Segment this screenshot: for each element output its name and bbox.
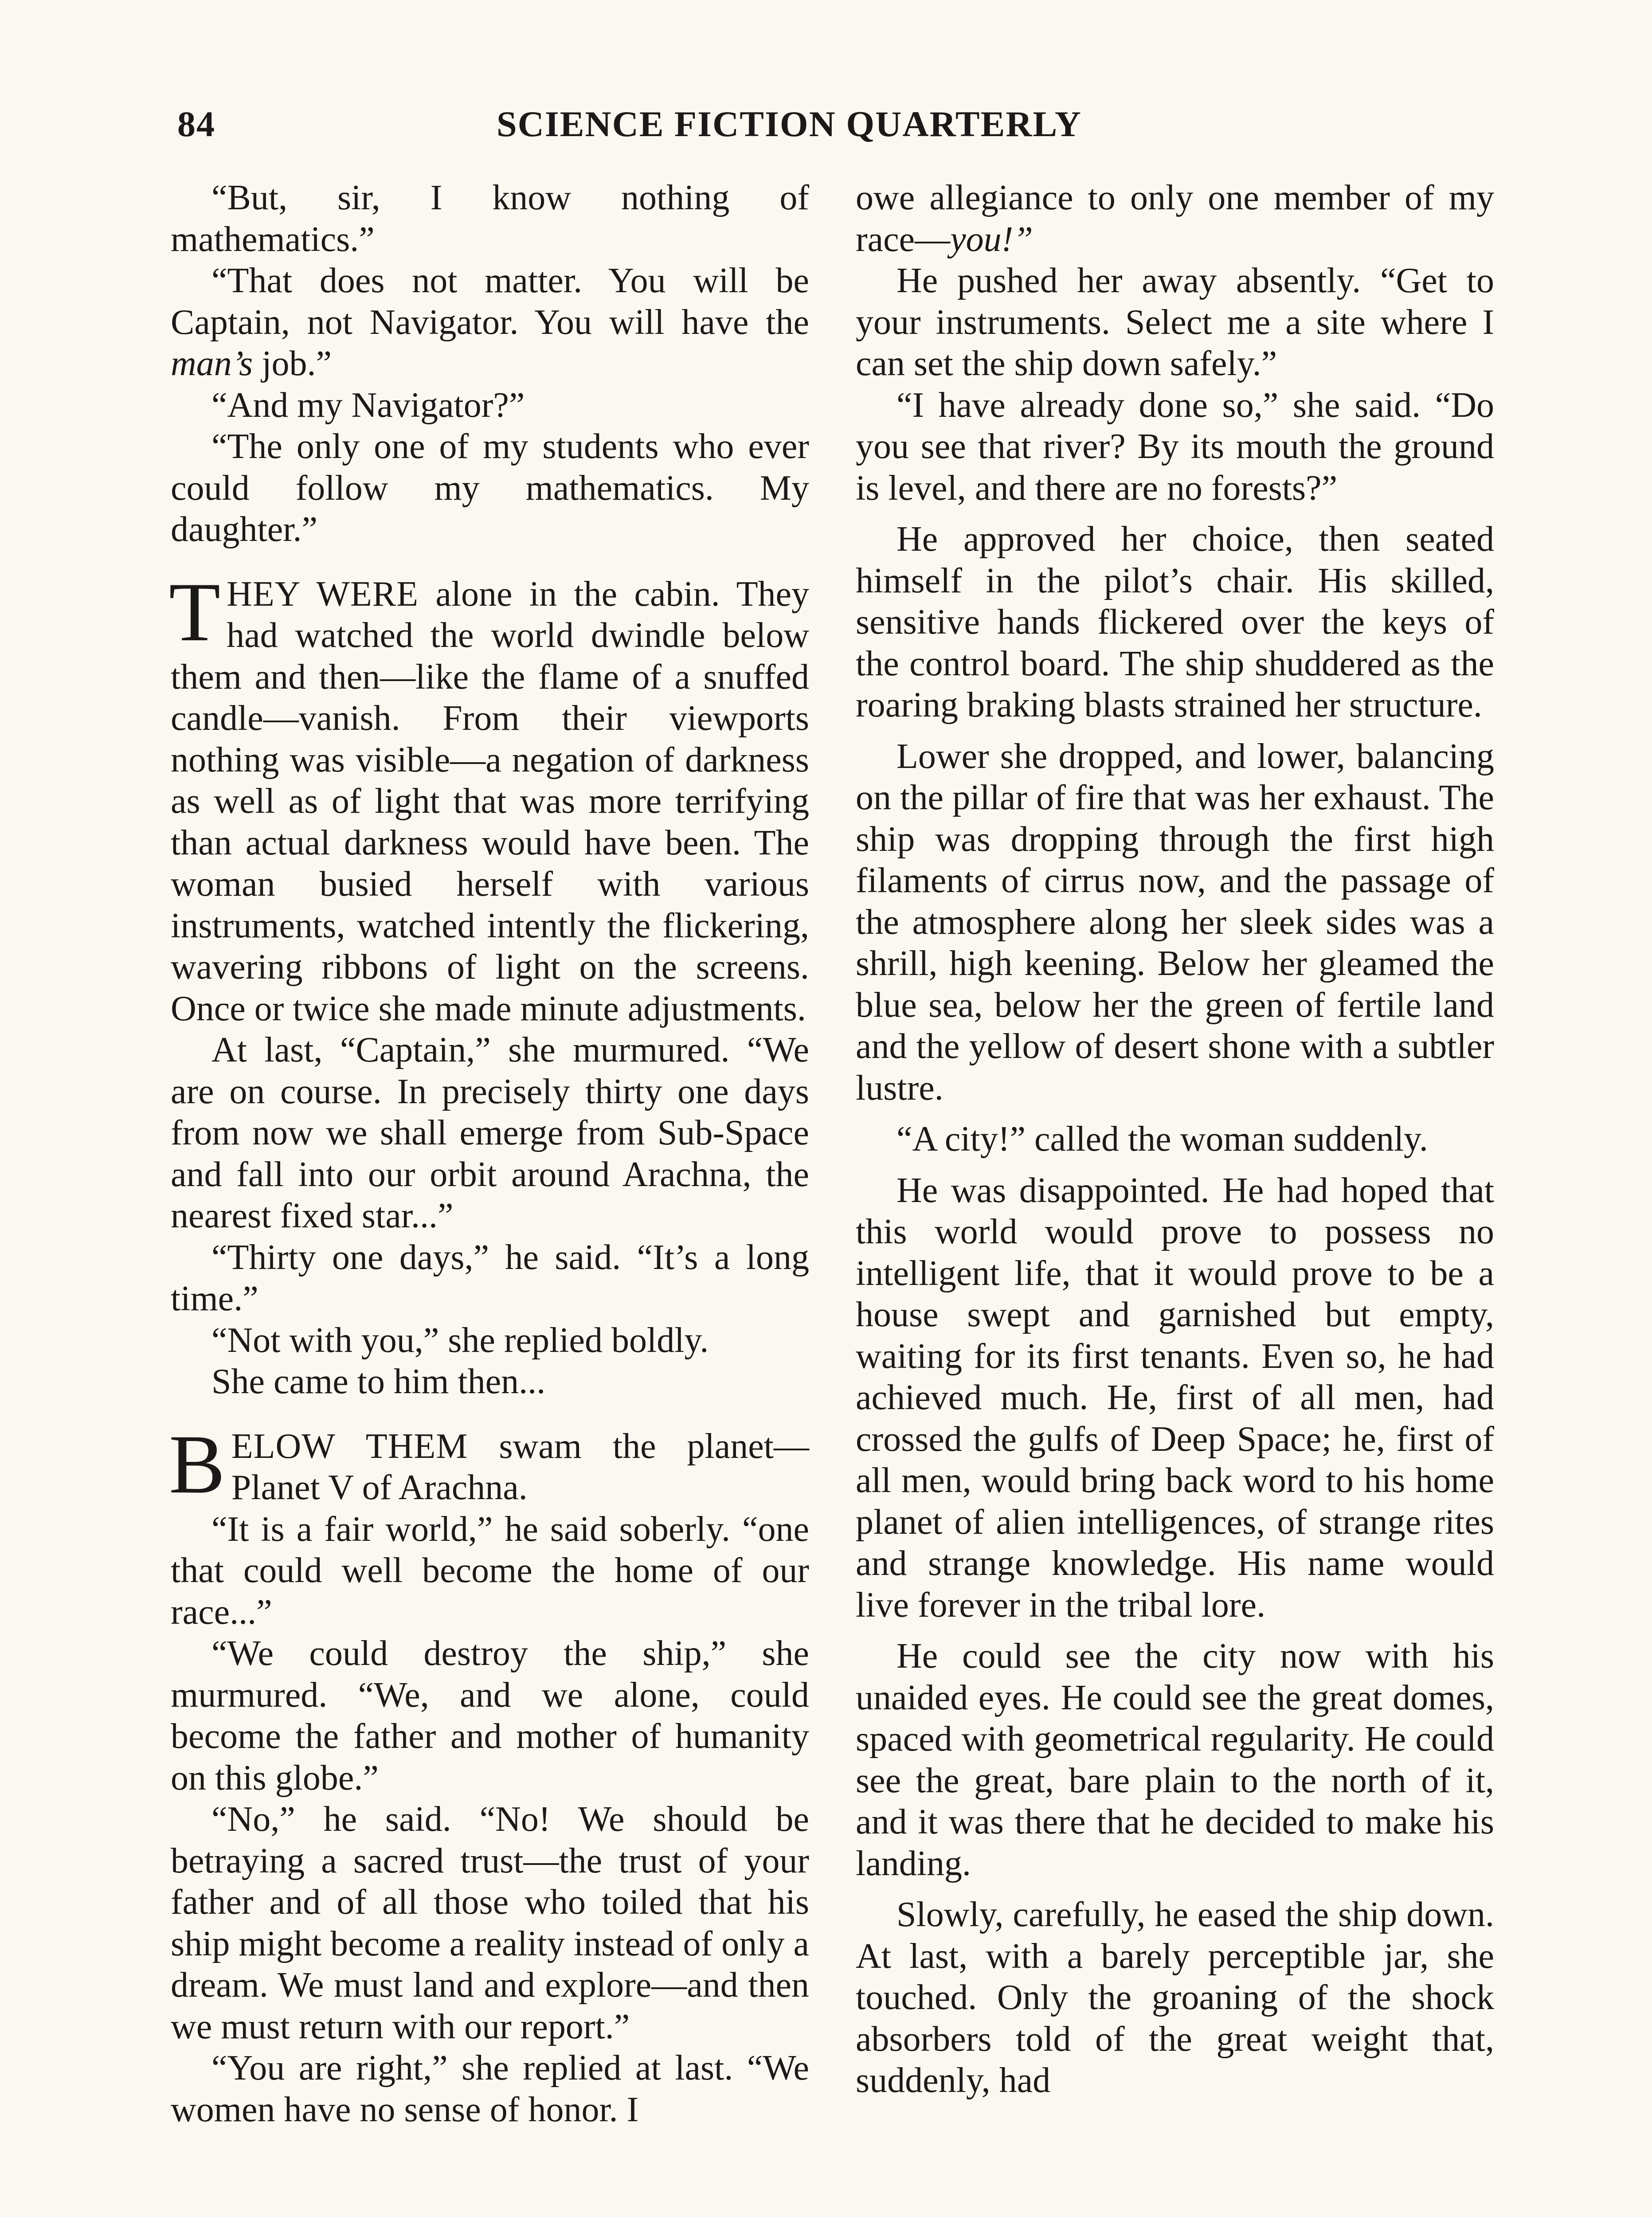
paragraph: “You are right,” she replied at last. “We women have no sense of honor. I bbox=[171, 2049, 809, 2129]
left-column bbox=[171, 177, 809, 2131]
paragraph-text: owe allegiance to only one member of my race— bbox=[856, 178, 1494, 259]
right-column bbox=[856, 177, 1494, 2102]
paragraph-continuation bbox=[856, 177, 1494, 260]
section-lead: ELOW THEM bbox=[231, 1426, 468, 1466]
paragraph: He approved her choice, then seated himself in the pilot’s chair. His skilled, sensitive hands flickered over the keys of the control board. The ship shuddered as the roaring braking blasts strained her structure. bbox=[856, 520, 1494, 725]
paragraph: “Not with you,” she replied boldly. bbox=[211, 1320, 709, 1360]
section-lead: HEY WERE bbox=[227, 574, 419, 614]
paragraph: Slowly, carefully, he eased the ship down. At last, with a barely perceptible jar, she touched. Only the groaning of the shock absorbers told of the great weight that, suddenly, had bbox=[856, 1895, 1494, 2100]
paragraph: “And my Navigator?” bbox=[211, 385, 525, 425]
paragraph-text: alone in the cabin. They had watched the world dwindle below them and then—like the flame of a snuffed candle—vanish. From their viewports nothing was visible—a negation of darkness as well as of light that was more terrifying than actual darkness would have been. The woman busied herself with various instruments, watched intently the flickering, wavering ribbons of light on the screens. Once or twice she made minute adjustments. bbox=[171, 574, 810, 1028]
paragraph: “Thirty one days,” he said. “It’s a long time.” bbox=[171, 1238, 809, 1318]
paragraph: She came to him then... bbox=[211, 1362, 546, 1401]
paragraph: “The only one of my students who ever could follow my mathematics. My daughter.” bbox=[171, 427, 809, 549]
paragraph: “We could destroy the ship,” she murmured. “We, and we alone, could become the father and mother of humanity on this globe.” bbox=[171, 1634, 809, 1798]
paragraph-text: swam the planet—Planet V of Arachna. bbox=[231, 1426, 810, 1507]
drop-cap: T bbox=[169, 565, 221, 659]
paragraph: He could see the city now with his unaided eyes. He could see the great domes, spaced with geometrical regularity. He could see the great, bare plain to the north of it, and it was there that he decided to make his landing. bbox=[856, 1637, 1494, 1883]
paragraph: He pushed her away absently. “Get to your instruments. Select me a site where I can set the ship down safely.” bbox=[856, 261, 1494, 383]
paragraph: “It is a fair world,” he said soberly. “one that could well become the home of our race...” bbox=[171, 1509, 809, 1632]
paragraph bbox=[171, 260, 809, 385]
paragraph: At last, “Captain,” she murmured. “We are on course. In precisely thirty one days from now we shall emerge from Sub-Space and fall into our orbit around Arachna, the nearest fixed star...” bbox=[171, 1030, 809, 1235]
paragraph: “A city!” called the woman suddenly. bbox=[896, 1120, 1428, 1159]
emphasis: you!” bbox=[950, 219, 1033, 259]
section-paragraph bbox=[169, 1418, 810, 1511]
paragraph-text: job.” bbox=[253, 344, 332, 383]
emphasis: man’s bbox=[171, 344, 253, 383]
page-header bbox=[173, 100, 1479, 149]
paragraph-text: “That does not matter. You will be Captain, not Navigator. You will have the bbox=[171, 261, 809, 342]
drop-cap: B bbox=[169, 1418, 225, 1511]
running-head: SCIENCE FICTION QUARTERLY bbox=[497, 104, 1082, 144]
paragraph: “I have already done so,” she said. “Do you see that river? By its mouth the ground is level, and there are no forests?” bbox=[856, 385, 1494, 508]
section-paragraph bbox=[169, 565, 810, 1030]
paragraph: Lower she dropped, and lower, balancing on the pillar of fire that was her exhaust. The ship was dropping through the first high filaments of cirrus now, and the passage of the atmosphere along her sleek sides was a shrill, high keening. Below her gleamed the blue sea, below her the green of fertile land and the yellow of desert shone with a subtler lustre. bbox=[856, 736, 1494, 1108]
paragraph: He was disappointed. He had hoped that this world would prove to possess no intelligent life, that it would prove to be a house swept and garnished but empty, waiting for its first tenants. Even so, he had achieved much. He, first of all men, had crossed the gulfs of Deep Space; he, first of all men, would bring back word to his home planet of alien intelligences, of strange rites and strange knowledge. His name would live forever in the tribal lore. bbox=[856, 1171, 1494, 1625]
paragraph: “But, sir, I know nothing of mathematics.” bbox=[171, 178, 809, 259]
page-number: 84 bbox=[177, 104, 215, 144]
paragraph: “No,” he said. “No! We should be betraying a sacred trust—the trust of your father and of all those who toiled that his ship might become a reality instead of only a dream. We must land and explore—and then we must return with our report.” bbox=[171, 1800, 809, 2046]
